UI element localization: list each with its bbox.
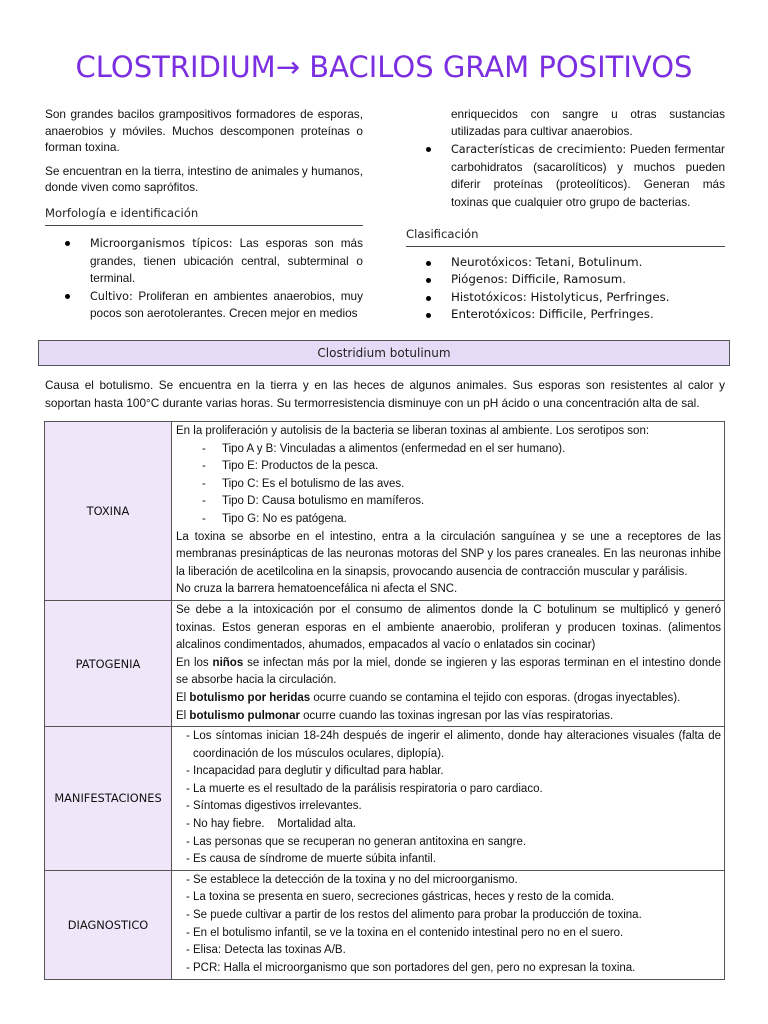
- table-row: [45, 727, 725, 871]
- clasificacion-item: Histotóxicos: Histolyticus, Perfringes.: [451, 289, 670, 304]
- right-column: [406, 106, 725, 324]
- morfologia-list: [45, 235, 363, 323]
- table-row: [45, 422, 725, 601]
- row-label-manifestaciones: MANIFESTACIONES: [45, 727, 172, 871]
- serotype-item: - Tipo C: Es el botulismo de las aves.: [176, 476, 721, 494]
- item-label: Cultivo:: [90, 289, 133, 303]
- list-item: [406, 141, 725, 211]
- list-item: - Incapacidad para deglutir y dificultad para hablar.: [182, 763, 721, 781]
- text-fragment: se infectan más por la miel, donde se ingieren y las esporas terminan en el intestino donde se absorbe hacia la circulación.: [176, 656, 721, 687]
- clasificacion-item: Piógenos: Difficile, Ramosum.: [451, 272, 626, 287]
- list-item: [406, 271, 725, 289]
- list-item: - La toxina se presenta en suero, secreciones gástricas, heces y resto de la comida.: [182, 889, 721, 907]
- clasificacion-list: [406, 254, 725, 324]
- text-line: [176, 708, 721, 726]
- clasificacion-item: Neurotóxicos: Tetani, Botulinum.: [451, 254, 643, 269]
- list-item: - Se establece la detección de la toxina y no del microorganismo.: [182, 872, 721, 890]
- text-line: La toxina se absorbe en el intestino, entra a la circulación sanguínea y se une a receptores de las membranas presinápticas de las neuronas motoras del SNP y los pares craneales. En las neuronas inhibe la liberación de acetilcolina en la sinapsis, provocando ausencia de contracción muscular y parálisis.: [176, 530, 721, 578]
- bullet-icon: [65, 241, 70, 246]
- morfologia-heading: Morfología e identificación: [45, 206, 363, 226]
- bullet-icon: [65, 294, 70, 299]
- row-content-toxina: [172, 422, 725, 601]
- text-fragment: ocurre cuando las toxinas ingresan por las vías respiratorias.: [299, 709, 614, 722]
- serotype-item: - Tipo A y B: Vinculadas a alimentos (enfermedad en el ser humano).: [176, 441, 721, 459]
- bullet-icon: [426, 296, 431, 301]
- bold-term: botulismo pulmonar: [189, 709, 300, 722]
- page-title: CLOSTRIDIUM→ BACILOS GRAM POSITIVOS: [75, 50, 693, 84]
- list-item: - Los síntomas inician 18-24h después de ingerir el alimento, donde hay alteraciones visuales (falta de coordinación de los músculos oculares, diplopía).: [182, 728, 721, 763]
- list-item: [406, 306, 725, 324]
- row-content-diagnostico: [172, 870, 725, 980]
- item-label: Microorganismos típicos:: [90, 236, 233, 250]
- row-content-patogenia: [172, 600, 725, 726]
- bullet-icon: [426, 147, 431, 152]
- clasificacion-heading: Clasificación: [406, 227, 725, 247]
- left-column: [45, 106, 363, 323]
- row-content-manifestaciones: [172, 727, 725, 871]
- row-label-toxina: TOXINA: [45, 422, 172, 601]
- list-item: - Elisa: Detecta las toxinas A/B.: [182, 942, 721, 960]
- section-banner: Clostridium botulinum: [38, 340, 730, 366]
- table-row: [45, 870, 725, 980]
- item-text: Proliferan en ambientes anaerobios, muy pocos son aerotolerantes. Crecen mejor en medios: [90, 288, 363, 321]
- bullet-icon: [426, 261, 431, 266]
- list-item: [406, 289, 725, 307]
- botulinum-intro: Causa el botulismo. Se encuentra en la tierra y en las heces de algunos animales. Sus esporas son resistentes al calor y soportan hasta 100°C durante varias horas. Su termorresistencia disminuye con un pH ácido o una concentración alta de sal.: [45, 378, 725, 410]
- item-text: Pueden fermentar carbohidratos (sacarolíticos) y muchos pueden diferir proteínas (proteolíticos). Generan más toxinas que cualquier otro grupo de bacterias.: [451, 142, 725, 209]
- text-line: Se debe a la intoxicación por el consumo de alimentos donde la C botulinum se multiplicó y generó toxinas. Estos generan esporas en el ambiente anaerobio, proliferan y producen toxinas. (alimentos alcalinos condimentados, ahumados, empacados al vacío o enlatados sin cocinar): [176, 603, 721, 652]
- text-fragment: En los: [176, 656, 213, 669]
- text-line: No cruza la barrera hematoencefálica ni afecta el SNC.: [176, 583, 458, 596]
- list-item: [406, 254, 725, 272]
- list-item: - En el botulismo infantil, se ve la toxina en el contenido intestinal pero no en el suero.: [182, 925, 721, 943]
- table-row: [45, 600, 725, 726]
- bold-term: botulismo por heridas: [189, 691, 311, 704]
- list-item: [45, 235, 363, 288]
- text-line: [176, 690, 721, 708]
- item-text: Las esporas son más grandes, tienen ubicación central, subterminal o terminal.: [90, 235, 363, 286]
- serotype-item: - Tipo G: No es patógena.: [176, 511, 721, 529]
- list-item: - Las personas que se recuperan no generan antitoxina en sangre.: [182, 834, 721, 852]
- intro-paragraph-1: Son grandes bacilos grampositivos formadores de esporas, anaerobios y móviles. Muchos descomponen proteínas o forman toxina.: [45, 107, 363, 155]
- morfologia-list-cont: [406, 141, 725, 211]
- text-fragment: ocurre cuando se contamina el tejido con esporas. (drogas inyectables).: [310, 691, 681, 704]
- list-item: - La muerte es el resultado de la parálisis respiratoria o paro cardiaco.: [182, 781, 721, 799]
- list-item: - PCR: Halla el microorganismo que son portadores del gen, pero no expresan la toxina.: [182, 960, 721, 978]
- bullet-icon: [426, 278, 431, 283]
- serotype-item: - Tipo E: Productos de la pesca.: [176, 458, 721, 476]
- text-fragment: El: [176, 691, 190, 704]
- item-continuation: enriquecidos con sangre u otras sustancias utilizadas para cultivar anaerobios.: [451, 107, 725, 138]
- list-item: - Síntomas digestivos irrelevantes.: [182, 798, 721, 816]
- text-line: [176, 655, 721, 690]
- text-line: En la proliferación y autolisis de la bacteria se liberan toxinas al ambiente. Los serotipos son:: [176, 425, 650, 437]
- list-item: - Es causa de síndrome de muerte súbita infantil.: [182, 851, 721, 869]
- list-item: [45, 288, 363, 323]
- serotype-item: - Tipo D: Causa botulismo en mamíferos.: [176, 493, 721, 511]
- text-fragment: El: [176, 709, 190, 722]
- list-item: - Se puede cultivar a partir de los restos del alimento para probar la producción de toxina.: [182, 907, 721, 925]
- bold-term: niños: [212, 656, 244, 669]
- bullet-icon: [426, 313, 431, 318]
- botulinum-table: [44, 421, 725, 980]
- list-item: - No hay fiebre. Mortalidad alta.: [182, 816, 721, 834]
- row-label-diagnostico: DIAGNOSTICO: [45, 870, 172, 980]
- clasificacion-item: Enterotóxicos: Difficile, Perfringes.: [451, 307, 654, 322]
- row-label-patogenia: PATOGENIA: [45, 600, 172, 726]
- item-label: Características de crecimiento:: [451, 143, 627, 157]
- intro-paragraph-2: Se encuentran en la tierra, intestino de animales y humanos, donde viven como saprófitos.: [45, 163, 363, 195]
